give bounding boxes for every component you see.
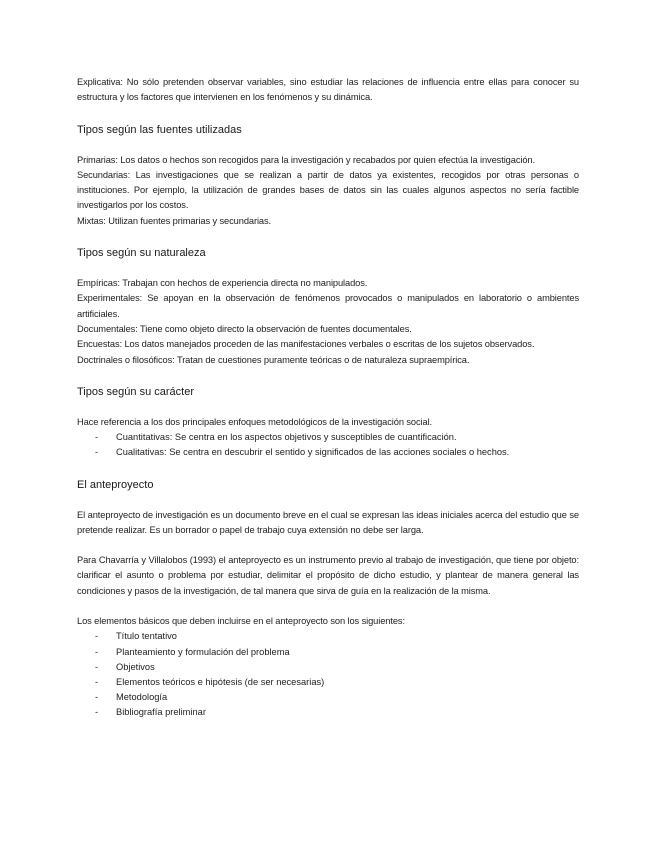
- paragraph-anteproyecto-2: Para Chavarría y Villalobos (1993) el anteproyecto es un instrumento previo al trabajo de investigación, que tiene por objeto: clarificar el asunto o problema por estudiar, delimitar el propósito de dicho estudio, y plantear de manera general las condiciones y pasos de la investigación, de tal manera que sirva de guía en la realización de la misma.: [77, 555, 579, 596]
- paragraph-mixtas: Mixtas: Utilizan fuentes primarias y secundarias.: [77, 215, 272, 226]
- paragraph-anteproyecto-1: El anteproyecto de investigación es un documento breve en el cual se expresan las ideas iniciales acerca del estudio que se pretende realizar. Es un borrador o papel de trabajo cuya extensión no debe ser larga.: [77, 509, 579, 535]
- list-item-text: Bibliografía preliminar: [116, 707, 206, 718]
- elements-list: [77, 629, 579, 720]
- paragraph-documentales: Documentales: Tiene como objeto directo la observación de fuentes documentales.: [77, 323, 412, 334]
- bullet-dash: -: [95, 646, 99, 657]
- list-item: [77, 705, 579, 720]
- bullet-dash: -: [95, 447, 99, 458]
- list-item-text: Planteamiento y formulación del problema: [116, 646, 290, 657]
- heading-anteproyecto: El anteproyecto: [77, 478, 154, 491]
- paragraph-primarias: Primarias: Los datos o hechos son recogidos para la investigación y recabados por quien efectúa la investigación.: [77, 154, 535, 165]
- paragraph-caracter-intro: Hace referencia a los dos principales enfoques metodológicos de la investigación social.: [77, 416, 433, 427]
- paragraph-empiricas: Empíricas: Trabajan con hechos de experiencia directa no manipulados.: [77, 278, 368, 289]
- list-item: [77, 645, 579, 660]
- paragraph-elements-intro: Los elementos básicos que deben incluirse en el anteproyecto son los siguientes:: [77, 616, 405, 627]
- list-item-text: Elementos teóricos e hipótesis (de ser necesarias): [116, 676, 325, 687]
- list-item-text: Objetivos: [116, 661, 155, 672]
- list-item-text: Cuantitativas: Se centra en los aspectos objetivos y susceptibles de cuantificación.: [116, 432, 457, 443]
- list-item: [77, 660, 579, 675]
- list-item-text: Cualitativas: Se centra en descubrir el sentido y significados de las acciones sociales o hechos.: [116, 447, 510, 458]
- caracter-list: [77, 430, 579, 460]
- bullet-dash: -: [95, 631, 99, 642]
- paragraph-secundarias: Secundarias: Las investigaciones que se realizan a partir de datos ya existentes, recogidos por otras personas o instituciones. Por ejemplo, la utilización de grandes bases de datos sin las cuales algunos aspectos no sería factible investigarlos por los costos.: [77, 169, 579, 211]
- bullet-dash: -: [95, 707, 99, 718]
- paragraph-explicativa: Explicativa: No sólo pretenden observar variables, sino estudiar las relaciones de influencia entre ellas para conocer su estructura y los factores que intervienen en los fenómenos y su dinámica.: [77, 77, 579, 103]
- paragraph-experimentales: Experimentales: Se apoyan en la observación de fenómenos provocados o manipulados en laboratorio o ambientes artificiales.: [77, 293, 579, 319]
- list-item: [77, 445, 579, 460]
- list-item: [77, 629, 579, 644]
- bullet-dash: -: [95, 432, 99, 443]
- paragraph-encuestas: Encuestas: Los datos manejados proceden de las manifestaciones verbales o escritas de los sujetos observados.: [77, 339, 535, 350]
- list-item: [77, 675, 579, 690]
- bullet-dash: -: [95, 692, 99, 703]
- paragraph-doctrinales: Doctrinales o filosóficos: Tratan de cuestiones puramente teóricas o de naturaleza supraempírica.: [77, 354, 470, 365]
- bullet-dash: -: [95, 661, 99, 672]
- list-item: [77, 430, 579, 445]
- heading-caracter: Tipos según su carácter: [77, 385, 194, 398]
- list-item-text: Título tentativo: [116, 631, 177, 642]
- list-item-text: Metodología: [116, 692, 168, 703]
- heading-fuentes: Tipos según las fuentes utilizadas: [77, 123, 242, 136]
- heading-naturaleza: Tipos según su naturaleza: [77, 247, 206, 260]
- list-item: [77, 690, 579, 705]
- bullet-dash: -: [95, 676, 99, 687]
